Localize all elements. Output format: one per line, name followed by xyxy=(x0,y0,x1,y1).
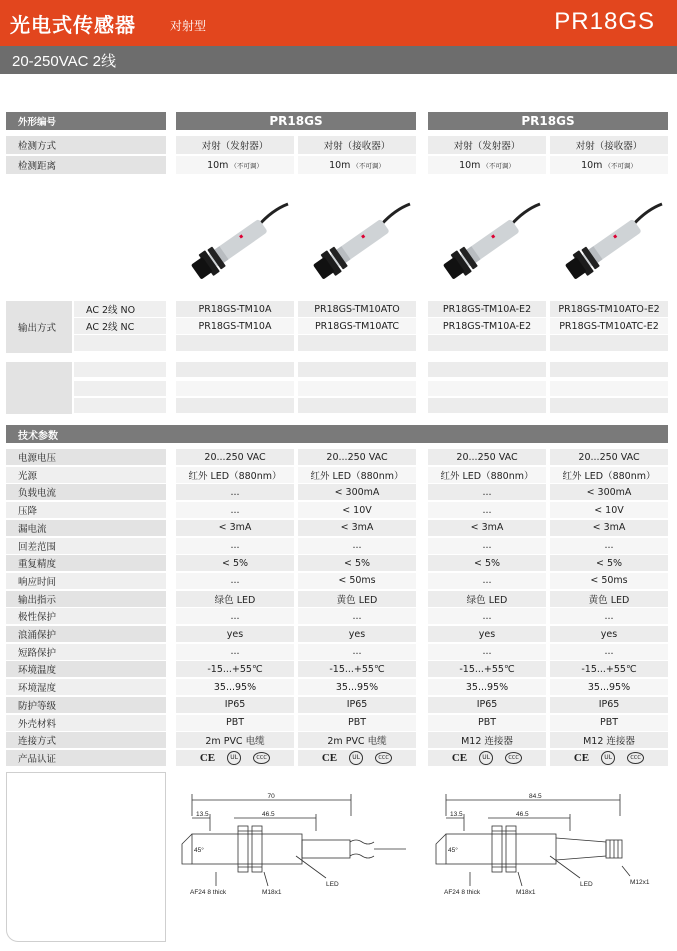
spec-value-text: ... xyxy=(230,504,240,516)
spec-value-text: < 3mA xyxy=(470,522,504,534)
spec-value xyxy=(428,644,546,660)
spec-label xyxy=(6,591,166,607)
output-model-text: PR18GS-TM10A-E2 xyxy=(442,320,532,332)
spec-value xyxy=(428,732,546,748)
spec-value-text: ... xyxy=(482,575,492,587)
empty-cell xyxy=(298,381,416,396)
ul-mark-icon: UL xyxy=(479,751,493,765)
output-model xyxy=(176,318,294,334)
dim-thread: M18x1 xyxy=(516,889,536,896)
spec-value-text: < 10V xyxy=(342,504,372,516)
spec-value xyxy=(550,591,668,607)
spec-label-text: 漏电流 xyxy=(18,523,47,535)
cert-marks xyxy=(452,751,522,765)
spec-value xyxy=(550,715,668,731)
spec-value-text: -15...+55℃ xyxy=(581,663,637,675)
spec-value-text: 20...250 VAC xyxy=(456,451,518,463)
spec-value xyxy=(550,697,668,713)
spec-value-text: ... xyxy=(352,646,362,658)
spec-value-text: IP65 xyxy=(598,699,620,711)
spec-value-text: yes xyxy=(600,628,618,640)
group-header xyxy=(428,112,668,130)
row-label-text: 检测方式 xyxy=(18,141,57,152)
row-label-text: 检测距离 xyxy=(18,161,57,172)
page-title: 光电式传感器 xyxy=(10,13,136,37)
spec-label-text: 防护等级 xyxy=(18,700,57,712)
spec-value-text: M12 连接器 xyxy=(461,736,513,748)
empty-cell xyxy=(176,362,294,377)
group-header-text: PR18GS xyxy=(521,114,575,128)
cert-value xyxy=(298,750,416,766)
sensor-photo xyxy=(302,196,412,296)
cert-value xyxy=(176,750,294,766)
spec-label-text: 响应时间 xyxy=(18,576,57,588)
output-model xyxy=(428,318,546,334)
spec-value-text: < 300mA xyxy=(334,486,380,498)
spec-label xyxy=(6,608,166,624)
empty-cell xyxy=(428,381,546,396)
dim-thread: M18x1 xyxy=(262,889,282,896)
ce-mark-icon: CE xyxy=(451,751,468,764)
spec-label xyxy=(6,697,166,713)
empty-cell xyxy=(74,381,166,396)
ce-mark-icon: CE xyxy=(573,751,590,764)
dim-total: 70 xyxy=(267,793,275,800)
spec-value xyxy=(298,467,416,483)
spec-value xyxy=(428,538,546,554)
spec-value-text: 绿色 LED xyxy=(214,594,256,606)
spec-label xyxy=(6,732,166,748)
spec-value xyxy=(176,502,294,518)
spec-value xyxy=(550,644,668,660)
spec-label xyxy=(6,626,166,642)
spec-value xyxy=(428,661,546,677)
spec-value xyxy=(298,449,416,465)
spec-value-text: 35...95% xyxy=(335,681,379,693)
note-text: （不可调） xyxy=(230,161,263,170)
spec-value-text: PBT xyxy=(225,717,245,728)
output-model xyxy=(550,301,668,317)
spec-label-text: 环境温度 xyxy=(18,665,57,677)
output-empty xyxy=(298,335,416,351)
ce-mark-icon: CE xyxy=(321,751,338,764)
spec-value xyxy=(428,715,546,731)
spec-value xyxy=(550,502,668,518)
output-label xyxy=(6,301,72,353)
output-type xyxy=(74,301,166,317)
spec-value xyxy=(298,484,416,500)
spec-label xyxy=(6,573,166,589)
spec-value-text: < 3mA xyxy=(340,522,374,534)
spec-label-text: 连接方式 xyxy=(18,736,57,748)
spec-value xyxy=(428,520,546,536)
dim-led: LED xyxy=(580,881,593,888)
spec-value xyxy=(550,573,668,589)
spec-value-text: ... xyxy=(482,504,492,516)
spec-label xyxy=(6,679,166,695)
spec-label xyxy=(6,484,166,500)
spec-value xyxy=(298,679,416,695)
spec-value-text: < 3mA xyxy=(218,522,252,534)
cert-label xyxy=(6,750,166,766)
spec-label xyxy=(6,502,166,518)
output-model-text: PR18GS-TM10ATC xyxy=(314,320,400,332)
spec-value xyxy=(428,697,546,713)
spec-label-text: 电源电压 xyxy=(18,453,57,464)
empty-cell xyxy=(176,398,294,413)
spec-value-text: 绿色 LED xyxy=(466,594,508,606)
spec-value xyxy=(298,502,416,518)
row-value-text: 10m xyxy=(207,159,229,171)
spec-value-text: M12 连接器 xyxy=(583,736,635,748)
spec-value xyxy=(550,449,668,465)
spec-value xyxy=(298,732,416,748)
spec-value xyxy=(176,467,294,483)
ccc-mark-icon: CCC xyxy=(375,752,392,764)
empty-label xyxy=(6,362,72,414)
output-model xyxy=(428,301,546,317)
spec-value xyxy=(176,661,294,677)
spec-value-text: -15...+55℃ xyxy=(459,663,515,675)
spec-label-text: 重复精度 xyxy=(18,559,57,571)
output-model-text: PR18GS-TM10ATC-E2 xyxy=(559,320,659,332)
cert-value xyxy=(550,750,668,766)
spec-value-text: < 10V xyxy=(594,504,624,516)
spec-value xyxy=(176,520,294,536)
dim-af: AF24 8 thick xyxy=(444,889,481,896)
spec-value-text: < 5% xyxy=(221,557,249,569)
spec-value-text: IP65 xyxy=(224,699,246,711)
row-value-text: 10m xyxy=(329,159,351,171)
output-model-text: PR18GS-TM10A-E2 xyxy=(442,303,532,315)
spec-value xyxy=(176,591,294,607)
dim-thread-length: 46.5 xyxy=(516,811,529,818)
spec-value-text: 35...95% xyxy=(213,681,257,693)
spec-value-text: ... xyxy=(604,646,614,658)
row-value xyxy=(428,156,546,174)
dimension-drawing-right xyxy=(430,786,670,906)
spec-value xyxy=(176,484,294,500)
row-value-text: 10m xyxy=(459,159,481,171)
spec-value xyxy=(428,679,546,695)
cert-value xyxy=(428,750,546,766)
spec-value xyxy=(176,732,294,748)
spec-value-text: IP65 xyxy=(476,699,498,711)
spec-value-text: ... xyxy=(352,540,362,551)
row-value xyxy=(298,136,416,154)
dim-angle: 45° xyxy=(194,847,204,854)
shape-code-label-text: 外形编号 xyxy=(18,117,57,128)
output-empty xyxy=(74,335,166,351)
spec-label-text: 外壳材料 xyxy=(18,718,57,730)
group-header xyxy=(176,112,416,130)
spec-value-text: 黄色 LED xyxy=(336,594,378,606)
dim-thread-length: 46.5 xyxy=(262,811,275,818)
spec-value xyxy=(176,626,294,642)
ul-mark-icon: UL xyxy=(227,751,241,765)
row-label xyxy=(6,156,166,174)
row-value xyxy=(428,136,546,154)
spec-value-text: 2m PVC 电缆 xyxy=(205,736,265,748)
spec-value-text: 红外 LED（880nm） xyxy=(310,470,404,482)
group-header-text: PR18GS xyxy=(269,114,323,128)
spec-value xyxy=(298,608,416,624)
note-text: （不可调） xyxy=(352,161,385,170)
output-model-text: PR18GS-TM10ATO xyxy=(314,303,400,315)
spec-value xyxy=(550,538,668,554)
spec-value xyxy=(176,697,294,713)
output-model xyxy=(298,301,416,317)
page-header xyxy=(0,0,677,46)
spec-value xyxy=(298,626,416,642)
spec-value-text: 20...250 VAC xyxy=(204,451,266,463)
spec-label-text: 光源 xyxy=(18,470,38,482)
spec-value-text: PBT xyxy=(477,717,497,728)
spec-value xyxy=(298,573,416,589)
spec-value-text: -15...+55℃ xyxy=(207,663,263,675)
output-empty xyxy=(176,335,294,351)
tech-params-band xyxy=(6,425,668,443)
ccc-mark-icon: CCC xyxy=(253,752,270,764)
spec-value-text: < 5% xyxy=(343,557,371,569)
spec-value xyxy=(298,591,416,607)
empty-cell xyxy=(74,362,166,377)
output-type-text: AC 2线 NO xyxy=(86,305,136,316)
spec-value xyxy=(428,626,546,642)
spec-label xyxy=(6,555,166,571)
spec-value-text: ... xyxy=(604,610,614,622)
spec-value-text: ... xyxy=(230,575,240,587)
cert-marks xyxy=(574,751,644,765)
spec-label xyxy=(6,520,166,536)
spec-value xyxy=(298,715,416,731)
spec-value-text: 20...250 VAC xyxy=(578,451,640,463)
dim-front: 13.5 xyxy=(450,811,463,818)
spec-label-text: 压降 xyxy=(18,506,38,518)
spec-label-text: 短路保护 xyxy=(18,647,57,659)
spec-value-text: 黄色 LED xyxy=(588,594,630,606)
spec-value-text: ... xyxy=(482,610,492,622)
page-subtitle: 对射型 xyxy=(170,19,207,33)
spec-value xyxy=(176,644,294,660)
empty-cell xyxy=(74,398,166,413)
spec-label xyxy=(6,661,166,677)
spec-value xyxy=(428,573,546,589)
spec-value-text: ... xyxy=(482,646,492,658)
output-model xyxy=(298,318,416,334)
spec-value xyxy=(298,697,416,713)
dim-total: 84.5 xyxy=(529,793,542,800)
spec-value xyxy=(428,484,546,500)
spec-value-text: yes xyxy=(478,628,496,640)
ul-mark-icon: UL xyxy=(601,751,615,765)
spec-value xyxy=(176,715,294,731)
spec-value xyxy=(298,538,416,554)
empty-cell xyxy=(298,362,416,377)
spec-value xyxy=(298,555,416,571)
spec-value xyxy=(298,520,416,536)
ul-mark-icon: UL xyxy=(349,751,363,765)
spec-value-text: ... xyxy=(604,540,614,551)
spec-value-text: yes xyxy=(348,628,366,640)
row-value xyxy=(550,156,668,174)
empty-cell xyxy=(176,381,294,396)
spec-value-text: ... xyxy=(482,486,492,498)
empty-cell xyxy=(428,362,546,377)
spec-value xyxy=(550,626,668,642)
note-text: （不可调） xyxy=(604,161,637,170)
spec-value xyxy=(428,449,546,465)
empty-cell xyxy=(550,381,668,396)
spec-value xyxy=(176,573,294,589)
output-model-text: PR18GS-TM10ATO-E2 xyxy=(558,303,660,315)
spec-label-text: 负载电流 xyxy=(18,488,57,500)
row-value xyxy=(550,136,668,154)
spec-value-text: 红外 LED（880nm） xyxy=(440,470,534,482)
ce-mark-icon: CE xyxy=(199,751,216,764)
spec-value xyxy=(428,591,546,607)
spec-value-text: ... xyxy=(230,540,240,551)
spec-value-text: 35...95% xyxy=(587,681,631,693)
spec-label xyxy=(6,467,166,483)
output-model xyxy=(176,301,294,317)
row-label xyxy=(6,136,166,154)
empty-cell xyxy=(428,398,546,413)
output-model-text: PR18GS-TM10A xyxy=(198,320,272,332)
cert-marks xyxy=(200,751,270,765)
row-value xyxy=(176,156,294,174)
spec-value-text: < 3mA xyxy=(592,522,626,534)
spec-label-text: 浪涌保护 xyxy=(18,630,57,641)
spec-value-text: < 50ms xyxy=(338,575,376,587)
voltage-label: 20-250VAC 2线 xyxy=(12,53,116,70)
cert-marks xyxy=(322,751,392,765)
spec-value-text: ... xyxy=(230,646,240,658)
dim-connector: M12x1 xyxy=(630,879,650,886)
spec-value-text: ... xyxy=(352,610,362,622)
note-text: （不可调） xyxy=(482,161,515,170)
output-empty xyxy=(428,335,546,351)
spec-value xyxy=(428,555,546,571)
spec-value xyxy=(550,484,668,500)
dim-angle: 45° xyxy=(448,847,458,854)
spec-label xyxy=(6,449,166,465)
spec-value xyxy=(428,608,546,624)
spec-value-text: PBT xyxy=(599,717,619,728)
spec-value-text: < 300mA xyxy=(586,486,632,498)
spec-value-text: < 50ms xyxy=(590,575,628,587)
row-value xyxy=(176,136,294,154)
output-type xyxy=(74,318,166,334)
voltage-bar xyxy=(0,46,677,74)
tech-params-title: 技术参数 xyxy=(18,430,58,442)
spec-value xyxy=(550,732,668,748)
spec-value xyxy=(428,502,546,518)
dim-front: 13.5 xyxy=(196,811,209,818)
spec-value xyxy=(550,679,668,695)
spec-value xyxy=(176,679,294,695)
row-value-text: 对射（发射器） xyxy=(201,141,269,152)
spec-label xyxy=(6,644,166,660)
spec-value-text: < 5% xyxy=(595,557,623,569)
spec-value-text: 红外 LED（880nm） xyxy=(562,470,656,482)
spec-value-text: IP65 xyxy=(346,699,368,711)
output-empty xyxy=(550,335,668,351)
spec-value-text: ... xyxy=(230,486,240,498)
cert-label-text: 产品认证 xyxy=(18,753,57,765)
sensor-photo xyxy=(554,196,664,296)
shape-code-label xyxy=(6,112,166,130)
spec-value xyxy=(298,661,416,677)
sensor-photo xyxy=(432,196,542,296)
spec-value-text: -15...+55℃ xyxy=(329,663,385,675)
drawing-blank-panel xyxy=(6,772,166,942)
spec-value-text: 2m PVC 电缆 xyxy=(327,736,387,748)
spec-value-text: ... xyxy=(230,610,240,622)
row-value-text: 对射（发射器） xyxy=(453,141,521,152)
spec-label-text: 回差范围 xyxy=(18,541,57,553)
output-model xyxy=(550,318,668,334)
spec-value-text: 红外 LED（880nm） xyxy=(188,470,282,482)
sensor-photo xyxy=(180,196,290,296)
spec-label xyxy=(6,715,166,731)
spec-label xyxy=(6,538,166,554)
ccc-mark-icon: CCC xyxy=(627,752,644,764)
output-type-text: AC 2线 NC xyxy=(86,322,135,333)
dimension-drawing-left xyxy=(176,786,416,906)
spec-value xyxy=(550,608,668,624)
spec-label-text: 极性保护 xyxy=(18,612,57,624)
spec-value xyxy=(176,608,294,624)
spec-value-text: < 5% xyxy=(473,557,501,569)
spec-value xyxy=(176,555,294,571)
empty-cell xyxy=(550,362,668,377)
row-value-text: 对射（接收器） xyxy=(323,141,391,152)
output-label-text: 输出方式 xyxy=(18,323,57,334)
spec-value xyxy=(176,449,294,465)
spec-value xyxy=(550,520,668,536)
model-name: PR18GS xyxy=(554,8,655,35)
spec-value xyxy=(550,555,668,571)
spec-value xyxy=(176,538,294,554)
spec-value-text: yes xyxy=(226,628,244,640)
row-value-text: 10m xyxy=(581,159,603,171)
spec-value-text: 35...95% xyxy=(465,681,509,693)
spec-label-text: 输出指示 xyxy=(18,594,57,606)
spec-value-text: PBT xyxy=(347,717,367,728)
spec-label-text: 环境湿度 xyxy=(18,683,57,695)
output-model-text: PR18GS-TM10A xyxy=(198,303,272,315)
empty-cell xyxy=(298,398,416,413)
dim-af: AF24 8 thick xyxy=(190,889,227,896)
empty-cell xyxy=(550,398,668,413)
spec-value xyxy=(428,467,546,483)
row-value-text: 对射（接收器） xyxy=(575,141,643,152)
spec-value xyxy=(550,661,668,677)
ccc-mark-icon: CCC xyxy=(505,752,522,764)
spec-value xyxy=(298,644,416,660)
spec-value-text: 20...250 VAC xyxy=(326,451,388,463)
spec-value xyxy=(550,467,668,483)
row-value xyxy=(298,156,416,174)
dim-led: LED xyxy=(326,881,339,888)
spec-value-text: ... xyxy=(482,540,492,551)
